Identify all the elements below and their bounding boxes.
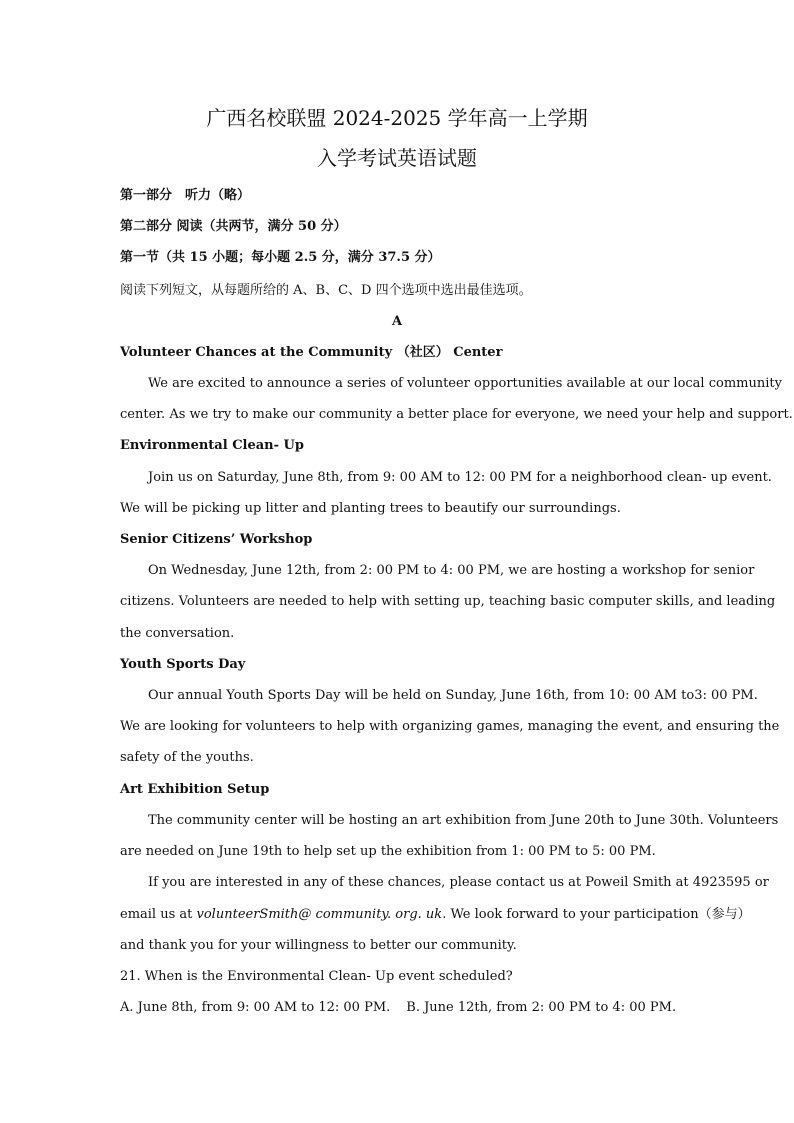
option-a: A. June 8th, from 9: 00 AM to 12: 00 PM. — [120, 1000, 391, 1015]
event-text-line: We will be picking up litter and planting trees to beautify our surroundings. — [120, 501, 621, 516]
intro-line: center. As we try to make our community a better place for everyone, we need your help and support. — [120, 407, 793, 422]
section-reading-heading: 第二部分 阅读（共两节，满分 50 分） — [120, 219, 347, 234]
option-b: B. June 12th, from 2: 00 PM to 4: 00 PM. — [406, 1000, 677, 1015]
event-heading-senior-workshop: Senior Citizens’ Workshop — [120, 532, 313, 547]
event-text-line: On Wednesday, June 12th, from 2: 00 PM to 4: 00 PM, we are hosting a workshop for senior — [148, 563, 755, 578]
exam-title-line1: 广西名校联盟 2024-2025 学年高一上学期 — [206, 106, 588, 130]
question-21-options — [120, 999, 676, 1016]
instructions-text: 阅读下列短文，从每题所给的 A、B、C、D 四个选项中选出最佳选项。 — [120, 283, 532, 298]
closing-line: If you are interested in any of these chances, please contact us at Poweil Smith at 4923595 or — [148, 875, 769, 890]
event-text-line: citizens. Volunteers are needed to help with setting up, teaching basic computer skills, and leading — [120, 594, 776, 609]
event-text-line: Join us on Saturday, June 8th, from 9: 00 AM to 12: 00 PM for a neighborhood clean- up event. — [148, 470, 772, 485]
section-listening-heading: 第一部分 听力（略） — [120, 188, 251, 203]
event-text-line: The community center will be hosting an art exhibition from June 20th to June 30th. Volunteers — [148, 813, 779, 828]
event-text-line: the conversation. — [120, 626, 235, 641]
contact-email: volunteerSmith@ community. org. uk — [196, 907, 443, 922]
event-heading-clean-up: Environmental Clean- Up — [120, 438, 304, 453]
closing-email-suffix: . We look forward to your participation（参与） — [442, 907, 751, 922]
passage-title: Volunteer Chances at the Community （社区） Center — [120, 345, 503, 360]
event-heading-youth-sports: Youth Sports Day — [120, 657, 246, 672]
event-text-line: are needed on June 19th to help set up the exhibition from 1: 00 PM to 5: 00 PM. — [120, 844, 656, 859]
passage-label: A — [391, 314, 403, 329]
question-21-text: 21. When is the Environmental Clean- Up event scheduled? — [120, 969, 513, 984]
event-heading-art-exhibition: Art Exhibition Setup — [120, 782, 270, 797]
closing-line-email — [120, 906, 751, 923]
exam-title-line2: 入学考试英语试题 — [317, 146, 477, 170]
event-text-line: Our annual Youth Sports Day will be held on Sunday, June 16th, from 10: 00 AM to3: 00 PM. — [148, 688, 758, 703]
event-text-line: We are looking for volunteers to help with organizing games, managing the event, and ensuring the — [120, 719, 780, 734]
event-text-line: safety of the youths. — [120, 750, 254, 765]
closing-email-prefix: email us at — [120, 907, 197, 922]
closing-line: and thank you for your willingness to better our community. — [120, 938, 517, 953]
section-reading-part1-heading: 第一节（共 15 小题；每小题 2.5 分，满分 37.5 分） — [120, 250, 441, 265]
intro-line: We are excited to announce a series of volunteer opportunities available at our local community — [148, 376, 782, 391]
